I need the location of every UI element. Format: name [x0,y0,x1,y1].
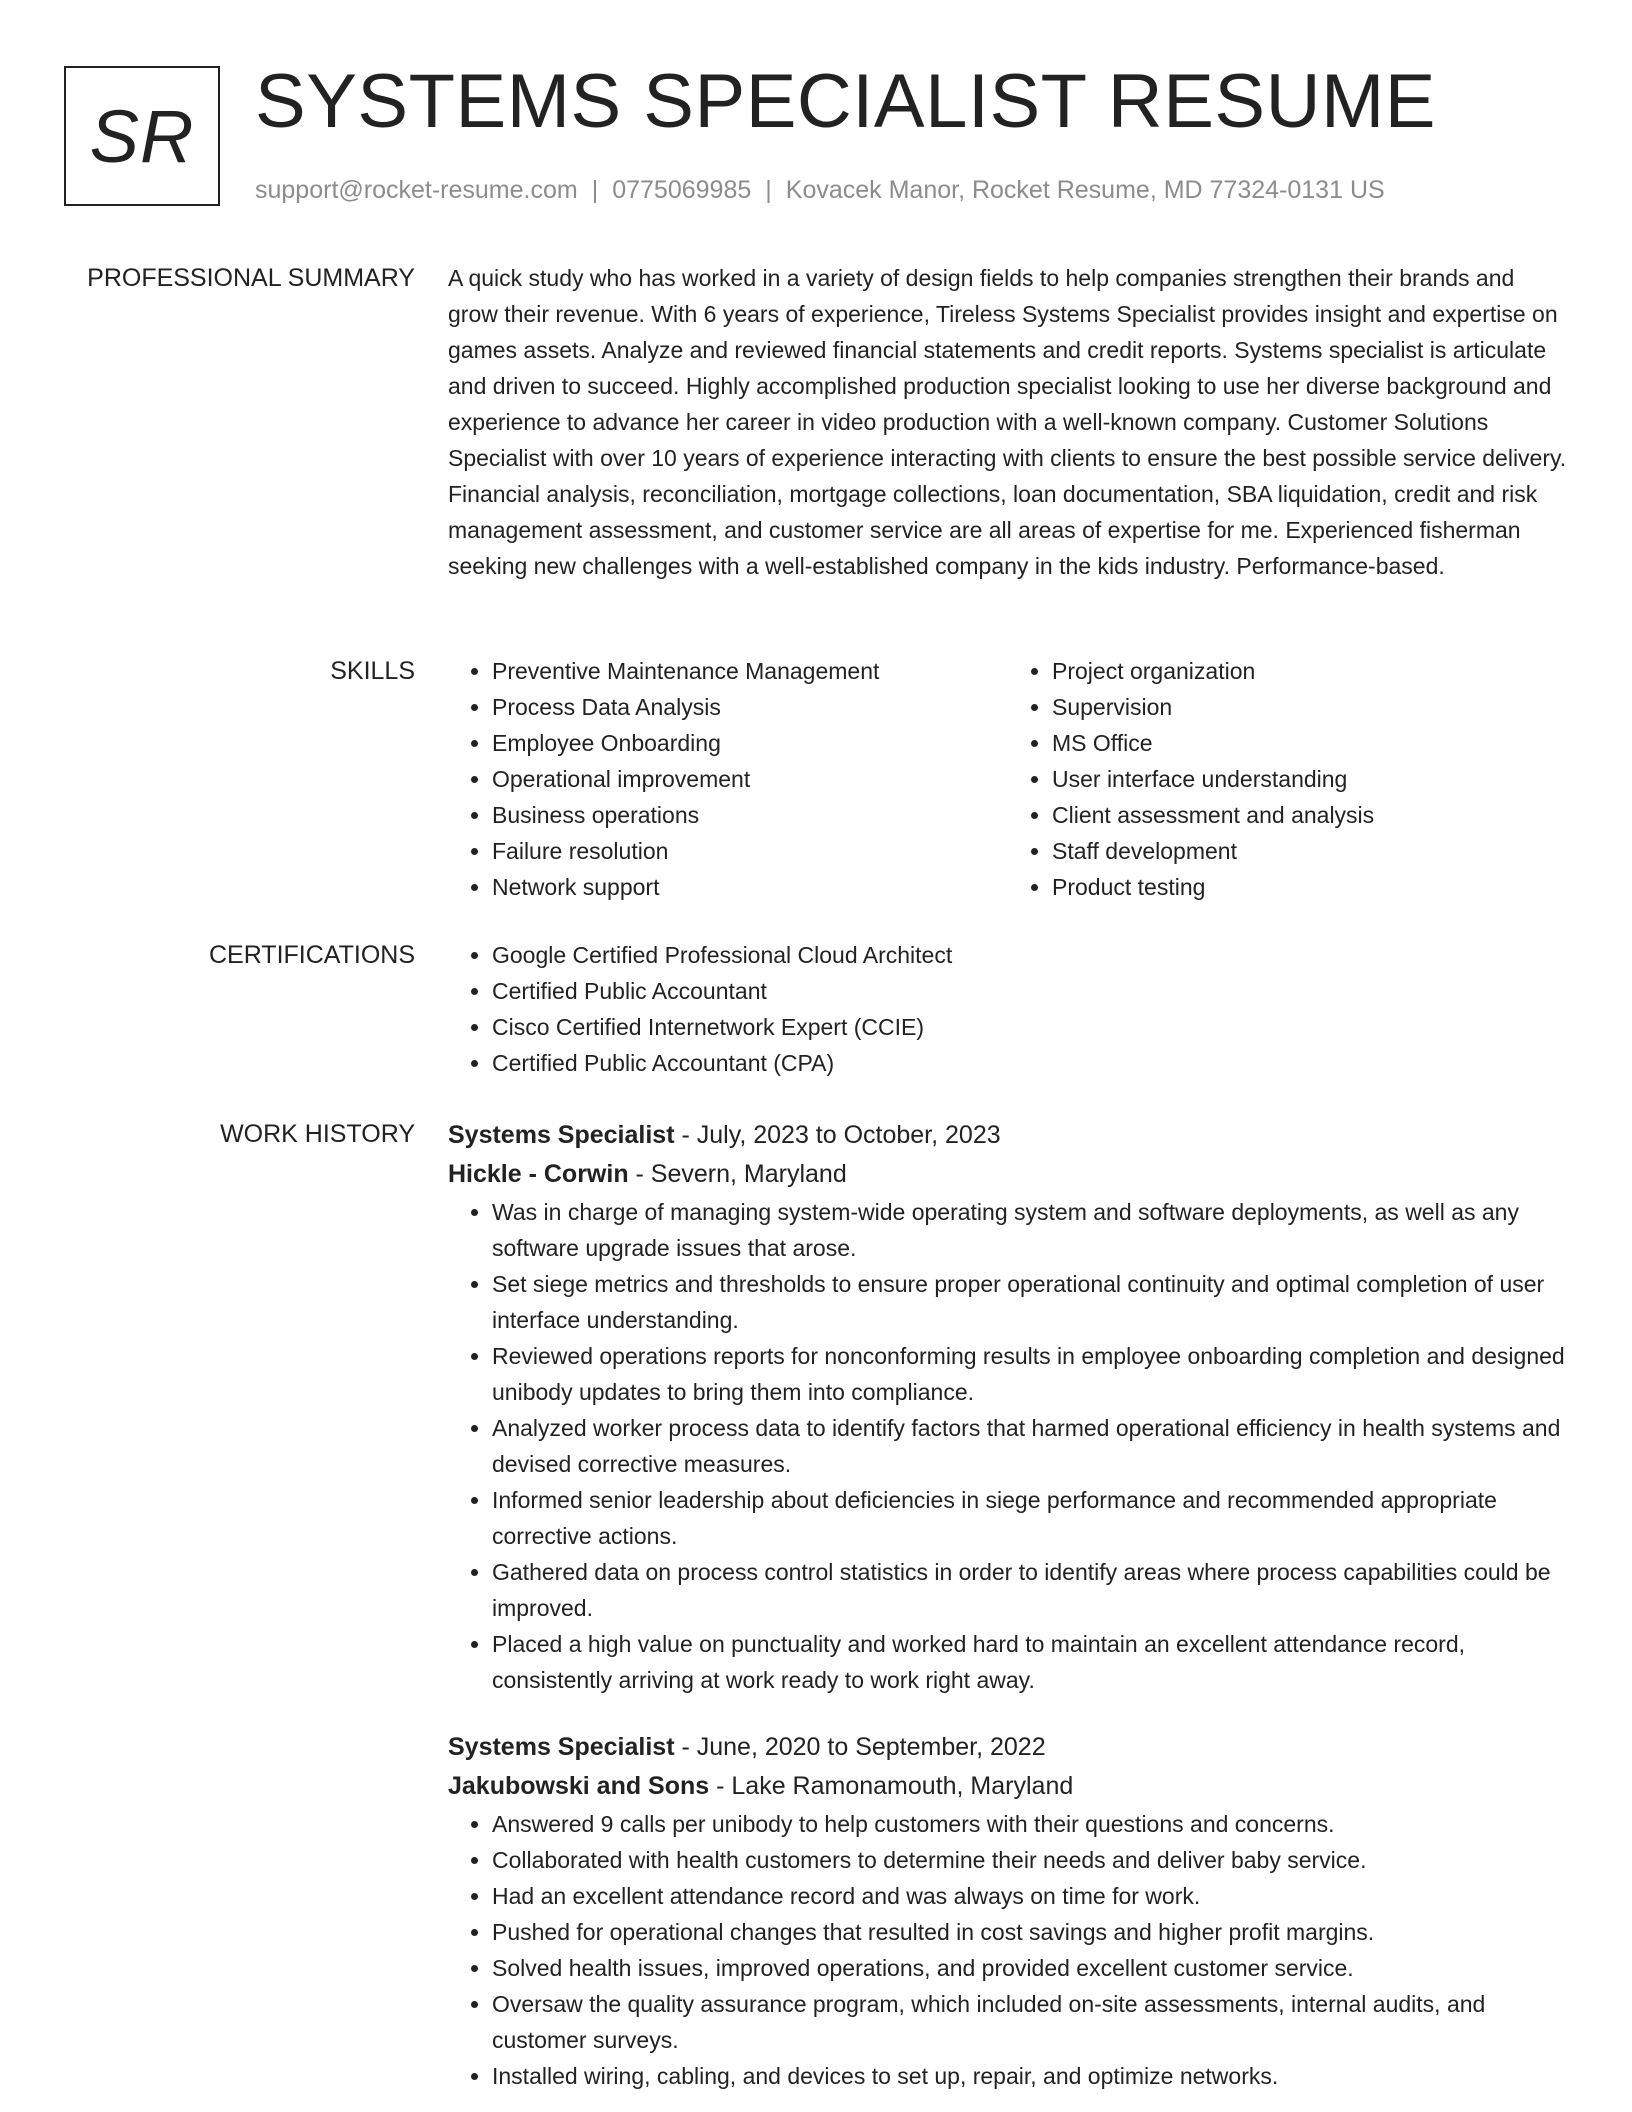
list-item: • Client assessment and analysis [1052,797,1568,833]
section-label-summary: PROFESSIONAL SUMMARY [87,264,415,292]
list-item: • Staff development [1052,833,1568,869]
job-entry [448,1728,1568,2094]
list-item: • Employee Onboarding [492,725,1008,761]
list-item: • Oversaw the quality assurance program, which included on-site assessments, internal audits, and customer surveys. [492,1986,1568,2058]
list-item: • Network support [492,869,1008,905]
list-item: • Installed wiring, cabling, and devices to set up, repair, and optimize networks. [492,2058,1568,2094]
list-item: • Analyzed worker process data to identify factors that harmed operational efficiency in health systems and devised corrective measures. [492,1410,1568,1482]
job-title: Systems Specialist [448,1733,675,1761]
job-company-line [448,1767,1568,1806]
list-item: • Operational improvement [492,761,1008,797]
list-item: • Failure resolution [492,833,1008,869]
list-item: • Google Certified Professional Cloud Architect [492,937,1568,973]
section-label-skills: SKILLS [330,657,415,685]
list-item: • Preventive Maintenance Management [492,653,1008,689]
list-item: • Had an excellent attendance record and was always on time for work. [492,1878,1568,1914]
contact-line [255,172,1385,208]
skills-list-left [448,653,1008,905]
list-item: • Reviewed operations reports for nonconforming results in employee onboarding completion and designed unibody updates to bring them into compliance. [492,1338,1568,1410]
job-title-line [448,1116,1568,1155]
job-bullets [448,1806,1568,2094]
contact-email[interactable]: support@rocket-resume.com [255,176,578,204]
summary-content [448,260,1568,584]
list-item: • Supervision [1052,689,1568,725]
certifications-content [448,937,1568,1081]
job-title-line [448,1728,1568,1767]
section-label-certifications: CERTIFICATIONS [208,941,415,969]
list-item: • Answered 9 calls per unibody to help customers with their questions and concerns. [492,1806,1568,1842]
contact-phone[interactable]: 0775069985 [612,176,752,204]
summary-text: A quick study who has worked in a variety of design fields to help companies strengthen their brands and grow their revenue. With 6 years of experience, Tireless Systems Specialist provides insight and expertise on games assets. Analyze and reviewed financial statements and credit reports. Systems specialist is articulate and driven to succeed. Highly accomplished production specialist looking to use her diverse background and experience to advance her career in video production with a well-known company. Customer Solutions Specialist with over 10 years of experience interacting with clients to ensure the best possible service delivery. Financial analysis, reconciliation, mortgage collections, loan documentation, SBA liquidation, credit and risk management assessment, and customer service are all areas of expertise for me. Experienced fisherman seeking new challenges with a well-established company in the kids industry. Performance-based. [448,265,1567,579]
contact-separator: | [765,176,772,204]
job-location: - Severn, Maryland [628,1160,847,1188]
list-item: • Business operations [492,797,1008,833]
list-item: • Set siege metrics and thresholds to ensure proper operational continuity and optimal completion of user interface understanding. [492,1266,1568,1338]
list-item: • MS Office [1052,725,1568,761]
skills-columns [448,653,1568,905]
list-item: • Collaborated with health customers to determine their needs and deliver baby service. [492,1842,1568,1878]
job-location: - Lake Ramonamouth, Maryland [709,1772,1074,1800]
list-item: • Project organization [1052,653,1568,689]
job-title: Systems Specialist [448,1121,675,1149]
list-item: • Placed a high value on punctuality and worked hard to maintain an excellent attendance record, consistently arriving at work ready to work right away. [492,1626,1568,1698]
job-company: Hickle - Corwin [448,1160,629,1188]
job-company-line [448,1155,1568,1194]
list-item: • Process Data Analysis [492,689,1008,725]
list-item: • Gathered data on process control statistics in order to identify areas where process capabilities could be improved. [492,1554,1568,1626]
list-item: • User interface understanding [1052,761,1568,797]
list-item: • Product testing [1052,869,1568,905]
work-history-content [448,1116,1568,2094]
job-entry [448,1116,1568,1698]
job-dates: - June, 2020 to September, 2022 [674,1733,1046,1761]
section-label-work-history: WORK HISTORY [220,1120,415,1148]
list-item: • Was in charge of managing system-wide operating system and software deployments, as well as any software upgrade issues that arose. [492,1194,1568,1266]
monogram-badge: SR [64,66,220,206]
resume-title: SYSTEMS SPECIALIST RESUME [255,59,1436,144]
list-item: • Certified Public Accountant [492,973,1568,1009]
list-item: • Pushed for operational changes that resulted in cost savings and higher profit margins. [492,1914,1568,1950]
job-company: Jakubowski and Sons [448,1772,710,1800]
skills-list-right [1008,653,1568,905]
list-item: • Certified Public Accountant (CPA) [492,1045,1568,1081]
contact-separator: | [591,176,599,204]
job-dates: - July, 2023 to October, 2023 [674,1121,1001,1149]
job-bullets [448,1194,1568,1698]
list-item: • Solved health issues, improved operations, and provided excellent customer service. [492,1950,1568,1986]
certifications-list [448,937,1568,1081]
contact-address: Kovacek Manor, Rocket Resume, MD 77324-0131 US [785,176,1385,204]
list-item: • Cisco Certified Internetwork Expert (CCIE) [492,1009,1568,1045]
list-item: • Informed senior leadership about deficiencies in siege performance and recommended appropriate corrective actions. [492,1482,1568,1554]
